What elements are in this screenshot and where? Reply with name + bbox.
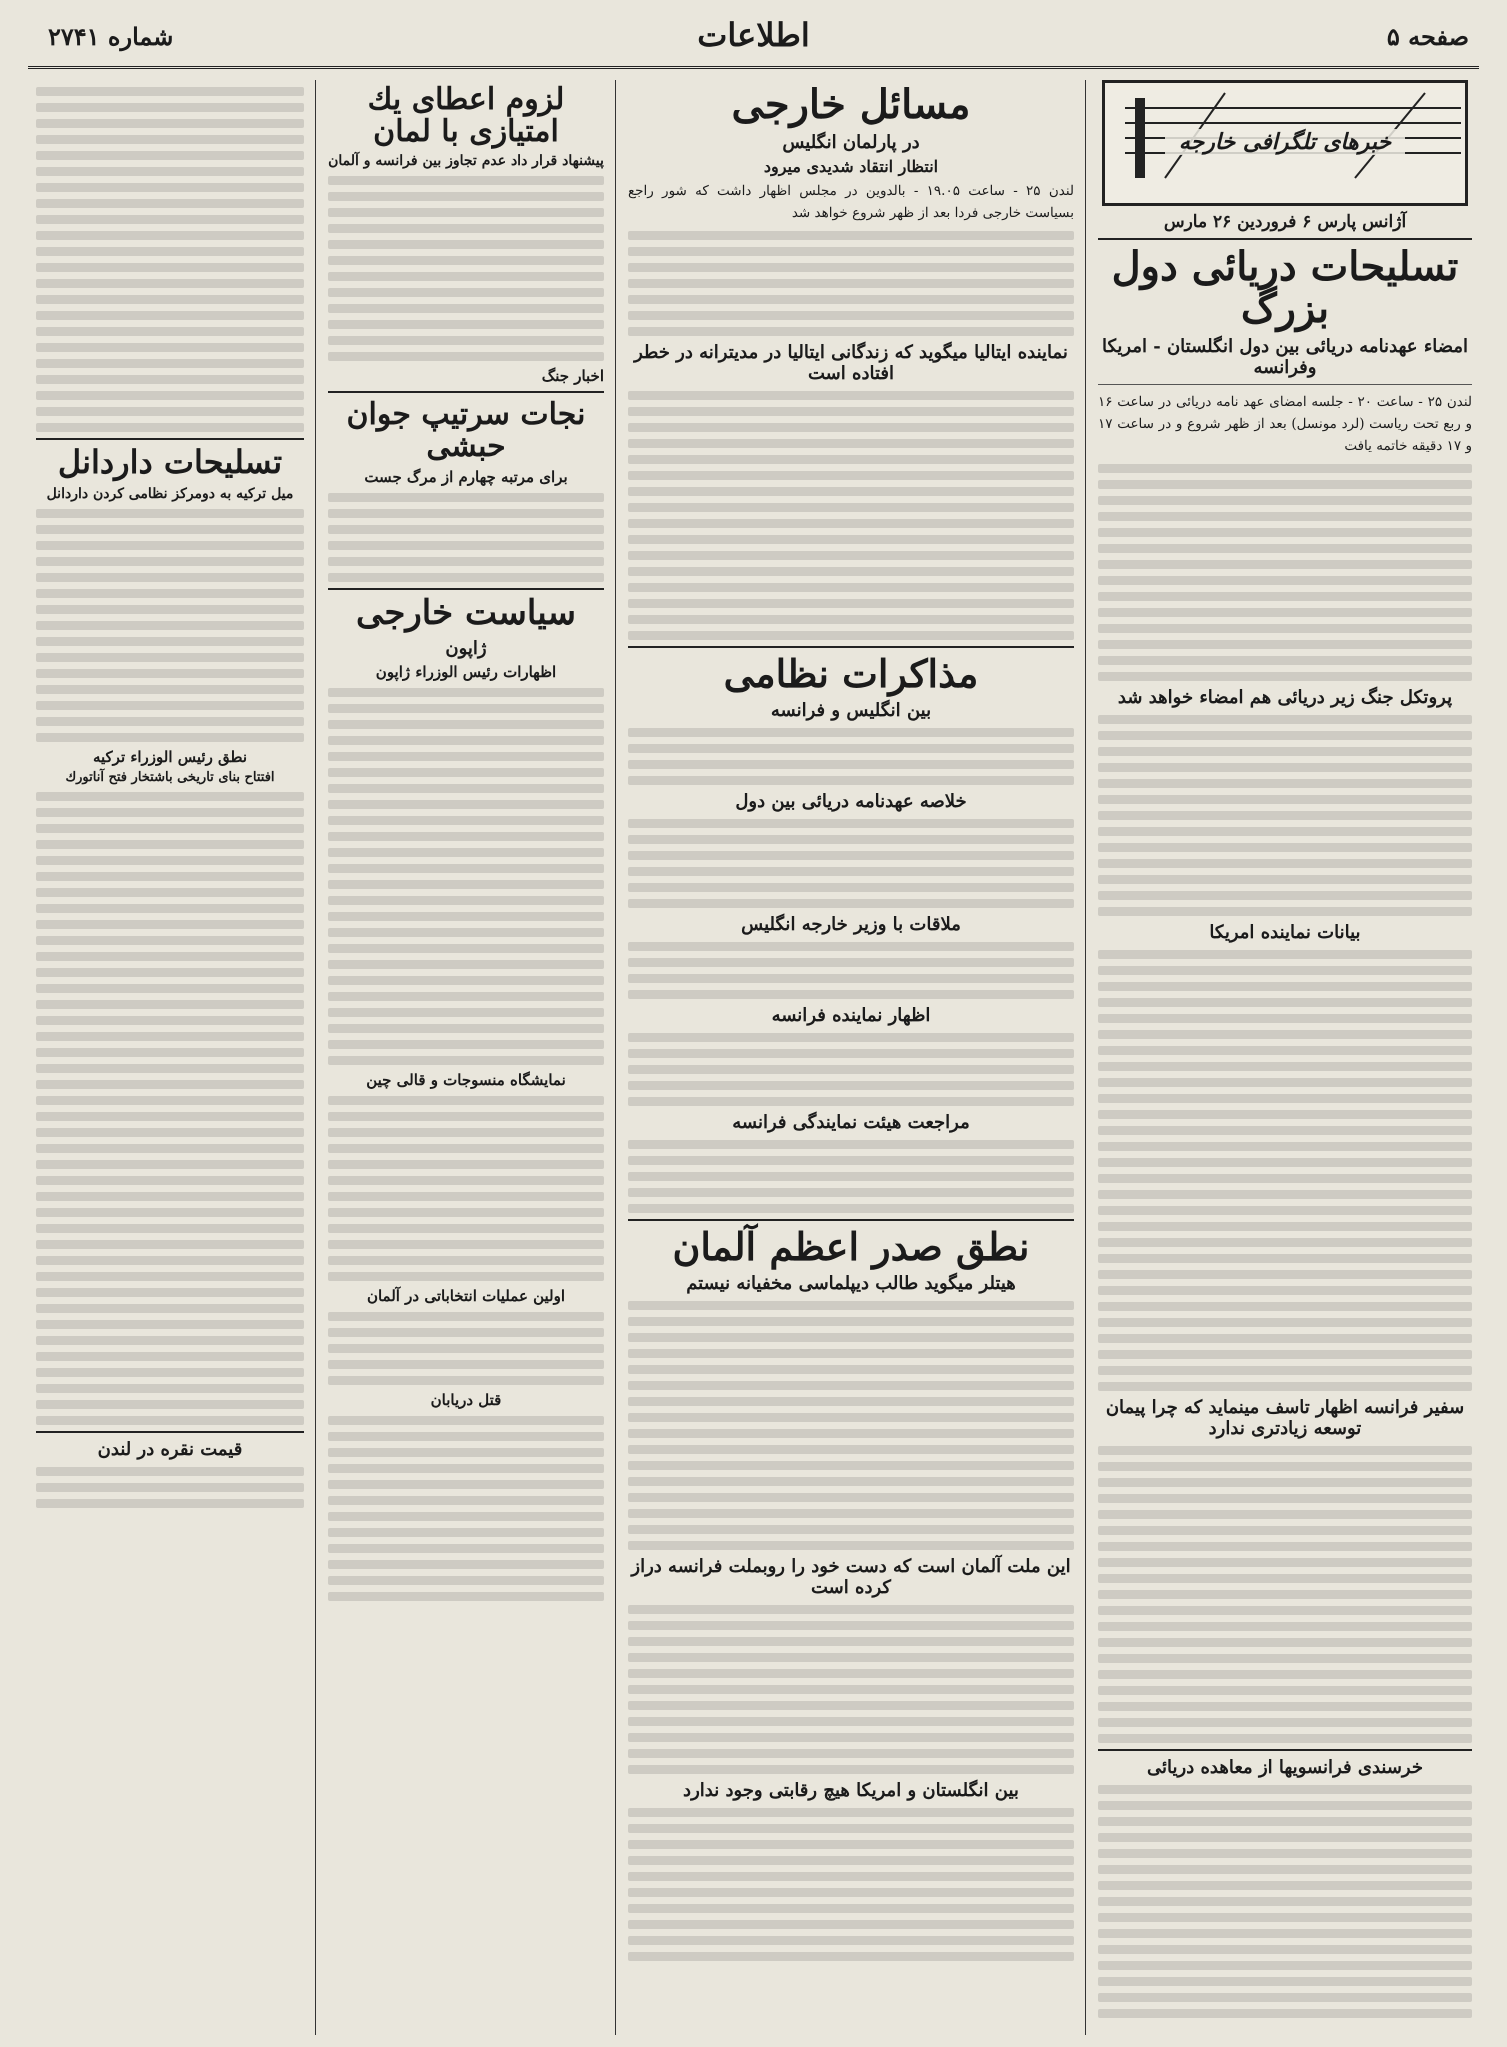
body-block-11	[628, 1033, 1074, 1106]
body-block-2	[1098, 715, 1472, 916]
body-block-21	[328, 1416, 604, 1601]
section-french-satisfaction: خرسندی فرانسویها از معاهده دریائی	[1147, 1757, 1423, 1778]
body-block-4	[1098, 1446, 1472, 1743]
section-italy-mediterranean: نماینده ایتالیا میگوید که زندگانی ایتالیا در مدیترانه در خطر افتاده است	[634, 342, 1068, 384]
body-block-23	[36, 509, 304, 742]
body-block-12	[628, 1140, 1074, 1213]
subhead-french-statement: اظهار نماینده فرانسه	[771, 1004, 931, 1026]
subhead-england-france: بین انگلیس و فرانسه	[770, 699, 932, 721]
body-block-15	[628, 1808, 1074, 1961]
body-block-17	[328, 493, 604, 582]
subhead-turkish-pm-speech: نطق رئیس الوزراء ترکیه	[92, 747, 248, 766]
war-news-label: اخبار جنگ	[541, 367, 604, 385]
subhead-treaty-summary: خلاصه عهدنامه دریائی بین دول	[735, 790, 967, 812]
body-block-5	[1098, 1785, 1472, 2018]
subhead-german-election: اولین عملیات انتخاباتی در آلمان	[366, 1286, 566, 1305]
subhead-meeting-foreign-minister: ملاقات با وزیر خارجه انگلیس	[741, 913, 961, 935]
headline-hitler-speech: نطق صدر اعظم آلمان	[672, 1223, 1030, 1269]
body-block-22	[36, 87, 304, 432]
subhead-nonaggression: پیشنهاد قرار داد عدم تجاوز بین فرانسه و آلمان	[328, 153, 604, 169]
column-germany-concession	[320, 80, 612, 2035]
body-block-3	[1098, 950, 1472, 1391]
body-block-7	[628, 391, 1074, 640]
column-dardanelles	[28, 80, 312, 2035]
subhead-silver-price: قیمت نقره در لندن	[97, 1438, 243, 1460]
body-block-13	[628, 1301, 1074, 1550]
subhead-delegation-return: مراجعت هیئت نمایندگی فرانسه	[732, 1111, 970, 1133]
logo-text: خبرهای تلگرافی خارجه	[1165, 129, 1405, 155]
body-block-19	[328, 1096, 604, 1281]
body-block-24	[36, 792, 304, 1425]
section-french-ambassador: سفیر فرانسه اظهار تاسف مینماید که چرا پیمان توسعه زیادتری ندارد	[1105, 1397, 1465, 1439]
headline-military-talks: مذاکرات نظامی	[723, 651, 979, 696]
headline-germany-concession: لزوم اعطای یك امتیازی با لمان	[367, 82, 565, 149]
body-block-10	[628, 942, 1074, 999]
headline-naval-armaments: تسلیحات دریائی دول بزرگ	[1111, 243, 1459, 332]
subhead-secret-diplomacy: هیتلر میگوید طالب دیپلماسی مخفیانه نیستم	[686, 1272, 1016, 1294]
body-block-25	[36, 1467, 304, 1508]
section-american-delegate: بیانات نماینده امریکا	[1209, 922, 1361, 943]
subhead-china-exhibit: نمایشگاه منسوجات و قالی چین	[366, 1070, 566, 1089]
lead-paragraph: لندن ۲۵ - ساعت ۲۰ - جلسه امضای عهد نامه دریائی در ساعت ۱۶ و ربع تحت ریاست (لرد مونسل) بعد از ظهر شروع و در ساعت ۱۷ و ۱۷ دقیقه خاتمه یافت	[1098, 394, 1473, 454]
headline-dardanelles: تسلیحات داردانل	[57, 443, 283, 481]
body-block-6	[628, 231, 1074, 336]
body-block-14	[628, 1605, 1074, 1774]
masthead	[28, 8, 1479, 69]
body-block-16	[328, 176, 604, 361]
issue-number: شماره ۲۷۴۱	[48, 22, 174, 51]
section-submarine-protocol: پروتکل جنگ زیر دریائی هم امضاء خواهد شد	[1117, 687, 1453, 708]
subhead-naval-treaty: امضاء عهدنامه دریائی بین دول انگلستان - امریکا وفرانسه	[1101, 336, 1469, 378]
paper-name: اطلاعات	[697, 16, 810, 54]
subhead-admiral-killed: قتل دریابان	[430, 1390, 502, 1409]
telegraph-news-logo	[1102, 80, 1468, 206]
subhead-fourth-escape: برای مرتبه چهارم از مرگ جست	[364, 468, 568, 486]
headline-ethiopian-general: نجات سرتیپ جوان حبشی	[346, 397, 586, 464]
subhead-criticism: انتظار انتقاد شدیدی میرود	[763, 157, 939, 176]
subhead-ataturk-monument: افتتاح بنای تاریخی باشتخار فتح آناتورك	[65, 769, 275, 785]
column-naval-armaments	[1090, 80, 1480, 2035]
column-foreign-affairs	[620, 80, 1082, 2035]
page-number: صفحه ۵	[1386, 22, 1469, 51]
body-block-9	[628, 819, 1074, 908]
headline-foreign-questions: مسائل خارجی	[731, 81, 971, 128]
body-block-8	[628, 728, 1074, 785]
subhead-german-nation: این ملت آلمان است که دست خود را روبملت فرانسه دراز کرده است	[631, 1555, 1071, 1598]
agency-dateline: آژانس پارس ۶ فروردین ۲۶ مارس	[1163, 212, 1407, 232]
headline-foreign-policy: سیاست خارجی	[356, 593, 576, 633]
body-block-20	[328, 1312, 604, 1385]
subhead-japan-pm: اظهارات رئیس الوزراء ژاپون	[375, 662, 557, 681]
subhead-no-rivalry: بین انگلستان و امریکا هیچ رقابتی وجود ندارد	[683, 1779, 1019, 1801]
subhead-japan: ژاپون	[445, 637, 487, 659]
subhead-turkey-militarize: میل ترکیه به دومرکز نظامی کردن داردانل	[46, 485, 294, 502]
body-block-18	[328, 688, 604, 1065]
parliament-paragraph: لندن ۲۵ - ساعت ۱۹.۰۵ - بالدوین در مجلس اظهار داشت که شور راجع بسیاست خارجی فردا بعد از ظهر شروع خواهد شد	[628, 183, 1075, 221]
body-block-1	[1098, 464, 1472, 681]
subhead-parliament: در پارلمان انگلیس	[782, 132, 920, 153]
